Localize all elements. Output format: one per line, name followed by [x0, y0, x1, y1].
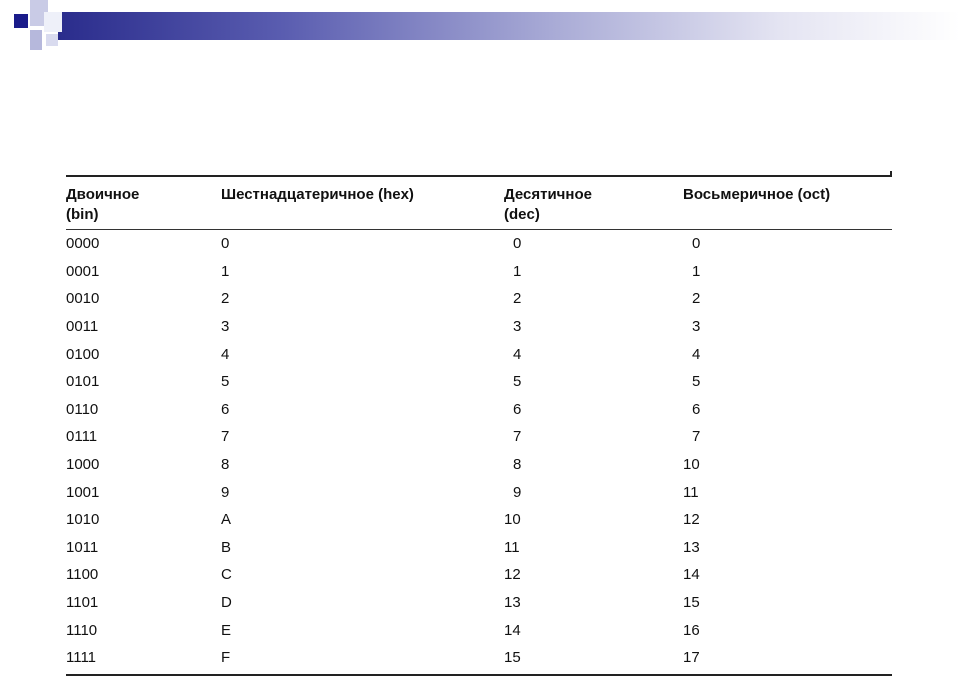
table-corner-tick: [890, 171, 892, 177]
bin-cell: 1011: [66, 538, 99, 556]
table-row: [66, 313, 892, 341]
oct-cell: 5: [692, 373, 701, 391]
oct-cell: 1: [692, 262, 701, 280]
table-row: [66, 285, 892, 313]
oct-cell: 3: [692, 318, 701, 336]
hex-cell: 7: [221, 428, 230, 446]
slide-header-decoration: [0, 0, 960, 60]
dec-cell: 0: [513, 235, 522, 253]
table-row: [66, 589, 892, 617]
hex-cell: F: [221, 649, 231, 667]
oct-cell: 6: [692, 400, 701, 418]
oct-cell: 12: [683, 511, 700, 529]
dec-cell: 6: [513, 400, 522, 418]
dec-cell: 4: [513, 345, 522, 363]
oct-cell: 14: [683, 566, 700, 584]
table-row: [66, 423, 892, 451]
bin-cell: 0011: [66, 318, 99, 336]
header-hex: [221, 177, 504, 230]
header-bin: [66, 177, 221, 230]
table-row: [66, 396, 892, 424]
oct-cell: 10: [683, 456, 700, 474]
hex-cell: 3: [221, 318, 230, 336]
table-row: [66, 506, 892, 534]
table-row: [66, 616, 892, 644]
hex-cell: 5: [221, 373, 230, 391]
number-systems-table: [66, 175, 892, 676]
hex-cell: 1: [221, 262, 230, 280]
table-bottom-rule: [66, 674, 892, 676]
table-row: [66, 230, 892, 258]
table-row: [66, 644, 892, 672]
hex-cell: 6: [221, 400, 230, 418]
hex-cell: C: [221, 566, 232, 584]
table-row: [66, 258, 892, 286]
dec-cell: 8: [513, 456, 522, 474]
oct-cell: 7: [692, 428, 701, 446]
decor-square: [30, 30, 42, 50]
bin-cell: 0001: [66, 262, 100, 280]
hex-cell: 0: [221, 235, 230, 253]
dec-cell: 9: [513, 483, 522, 501]
decor-square: [44, 12, 62, 32]
dec-cell: 11: [504, 538, 520, 556]
oct-cell: 11: [683, 483, 699, 501]
hex-cell: 9: [221, 483, 230, 501]
hex-cell: 4: [221, 345, 230, 363]
hex-cell: 2: [221, 290, 230, 308]
header-bin-line1: Двоичное: [66, 186, 140, 203]
dec-cell: 15: [504, 649, 521, 667]
oct-cell: 4: [692, 345, 701, 363]
decor-square: [14, 14, 28, 28]
bin-cell: 0101: [66, 373, 100, 391]
table-row: [66, 451, 892, 479]
oct-cell: 16: [683, 621, 700, 639]
hex-cell: A: [221, 511, 232, 529]
oct-cell: 2: [692, 290, 701, 308]
dec-cell: 12: [504, 566, 521, 584]
bin-cell: 0100: [66, 345, 100, 363]
dec-cell: 7: [513, 428, 522, 446]
gradient-bar: [58, 12, 960, 40]
header-dec-line1: Десятичное: [504, 186, 592, 203]
bin-cell: 0111: [66, 428, 98, 446]
table-row: [66, 561, 892, 589]
bin-cell: 1110: [66, 621, 98, 639]
header-dec: [504, 177, 683, 230]
hex-cell: 8: [221, 456, 230, 474]
bin-cell: 1010: [66, 511, 100, 529]
dec-cell: 10: [504, 511, 521, 529]
table-row: [66, 340, 892, 368]
bin-cell: 1001: [66, 483, 100, 501]
dec-cell: 5: [513, 373, 522, 391]
table-row: [66, 534, 892, 562]
bin-cell: 1000: [66, 456, 100, 474]
hex-cell: B: [221, 538, 232, 556]
header-dec-line2: (dec): [504, 206, 540, 223]
oct-cell: 0: [692, 235, 701, 253]
table-header-row: [66, 177, 892, 230]
bin-cell: 0000: [66, 235, 100, 253]
bin-cell: 1101: [66, 594, 99, 612]
table-row: [66, 368, 892, 396]
header-oct: [683, 177, 892, 230]
header-hex-line1: Шестнадцатеричное (hex): [221, 186, 414, 203]
bin-cell: 0110: [66, 400, 99, 418]
oct-cell: 15: [683, 594, 700, 612]
hex-cell: E: [221, 621, 232, 639]
dec-cell: 3: [513, 318, 522, 336]
dec-cell: 1: [513, 262, 522, 280]
oct-cell: 17: [683, 649, 700, 667]
dec-cell: 2: [513, 290, 522, 308]
header-oct-line1: Восьмеричное (oct): [683, 186, 831, 203]
dec-cell: 13: [504, 594, 521, 612]
header-bin-line2: (bin): [66, 206, 99, 223]
bin-cell: 1100: [66, 566, 99, 584]
decor-square: [46, 34, 58, 46]
oct-cell: 13: [683, 538, 700, 556]
bin-cell: 1111: [66, 649, 97, 667]
dec-cell: 14: [504, 621, 521, 639]
table-top-rule: [66, 175, 892, 177]
table-row: [66, 478, 892, 506]
bin-cell: 0010: [66, 290, 100, 308]
hex-cell: D: [221, 594, 232, 612]
